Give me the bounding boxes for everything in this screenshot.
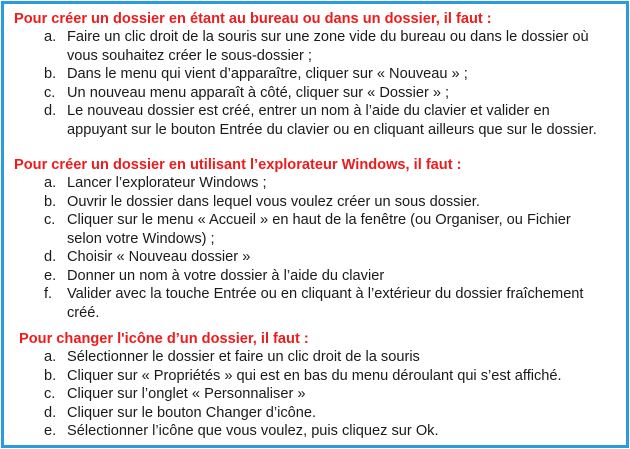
section-heading: Pour créer un dossier en utilisant l’explorateur Windows, il faut : [14, 157, 462, 173]
list-item [4, 174, 626, 193]
list-item-text: selon votre Windows) ; [67, 230, 215, 247]
list-item [4, 348, 626, 367]
section-heading: Pour changer l'icône d’un dossier, il faut : [19, 331, 309, 347]
list-marker: e. [44, 423, 57, 439]
list-marker: c. [44, 386, 56, 402]
list-marker: a. [44, 29, 57, 45]
list-item-text: créé. [67, 304, 100, 321]
section-heading: Pour créer un dossier en étant au bureau ou dans un dossier, il faut : [14, 11, 492, 27]
list-marker: d. [44, 249, 57, 265]
list-marker: c. [44, 84, 56, 101]
list-item-text: Cliquer sur le bouton Changer d’icône. [67, 404, 317, 421]
list-item [4, 248, 626, 267]
list-item-text: Cliquer sur « Propriétés » qui est en bas du menu déroulant qui s’est affiché. [67, 367, 562, 384]
list-item [4, 65, 626, 84]
list-item-text: Ouvrir le dossier dans lequel vous voulez créer un sous dossier. [67, 193, 480, 210]
list-item-text: Valider avec la touche Entrée ou en cliquant à l’extérieur du dossier fraîchement [67, 286, 584, 302]
list-item-text: Lancer l’explorateur Windows ; [67, 175, 267, 191]
list-item [4, 267, 626, 286]
list-item-text: Cliquer sur l’onglet « Personnaliser » [67, 386, 306, 402]
list-item [4, 28, 626, 65]
section-create-folder-desktop [4, 10, 626, 139]
list-item [4, 367, 626, 386]
list-marker: e. [44, 267, 57, 284]
list-item [4, 422, 626, 441]
list-marker: a. [44, 175, 57, 191]
section-create-folder-explorer [4, 156, 626, 322]
list-item-text: Donner un nom à votre dossier à l’aide du clavier [67, 267, 385, 284]
list-item [4, 385, 626, 404]
list-marker: b. [44, 66, 57, 82]
steps-list [4, 348, 626, 441]
list-item-text: Cliquer sur le menu « Accueil » en haut de la fenêtre (ou Organiser, ou Fichier [67, 212, 571, 228]
list-item-text: Choisir « Nouveau dossier » [67, 249, 251, 265]
steps-list [4, 28, 626, 139]
list-item [4, 102, 626, 139]
list-item [4, 404, 626, 423]
list-item-text: Faire un clic droit de la souris sur une zone vide du bureau ou dans le dossier où [67, 29, 589, 45]
list-marker: d. [44, 103, 57, 119]
list-item-text: Le nouveau dossier est créé, entrer un nom à l’aide du clavier et valider en [67, 103, 550, 119]
list-item-text: appuyant sur le bouton Entrée du clavier ou en cliquant ailleurs que sur le dossier. [67, 121, 597, 138]
list-marker: b. [44, 367, 57, 384]
list-marker: b. [44, 193, 57, 210]
list-item [4, 285, 626, 322]
list-marker: f. [44, 286, 53, 302]
list-item-text: Dans le menu qui vient d’apparaître, cliquer sur « Nouveau » ; [67, 66, 468, 82]
list-marker: c. [44, 212, 56, 228]
list-item [4, 211, 626, 248]
list-item-text: Un nouveau menu apparaît à côté, cliquer sur « Dossier » ; [67, 84, 450, 101]
list-item-text: vous souhaitez créer le sous-dossier ; [67, 47, 312, 64]
steps-list [4, 174, 626, 322]
list-item [4, 193, 626, 212]
list-item-text: Sélectionner le dossier et faire un clic droit de la souris [67, 349, 420, 365]
list-marker: d. [44, 404, 57, 421]
list-item-text: Sélectionner l’icône que vous voulez, puis cliquez sur Ok. [67, 423, 439, 439]
instructions-frame [1, 1, 629, 448]
list-marker: a. [44, 349, 57, 365]
list-item [4, 84, 626, 103]
section-change-folder-icon [4, 330, 626, 441]
